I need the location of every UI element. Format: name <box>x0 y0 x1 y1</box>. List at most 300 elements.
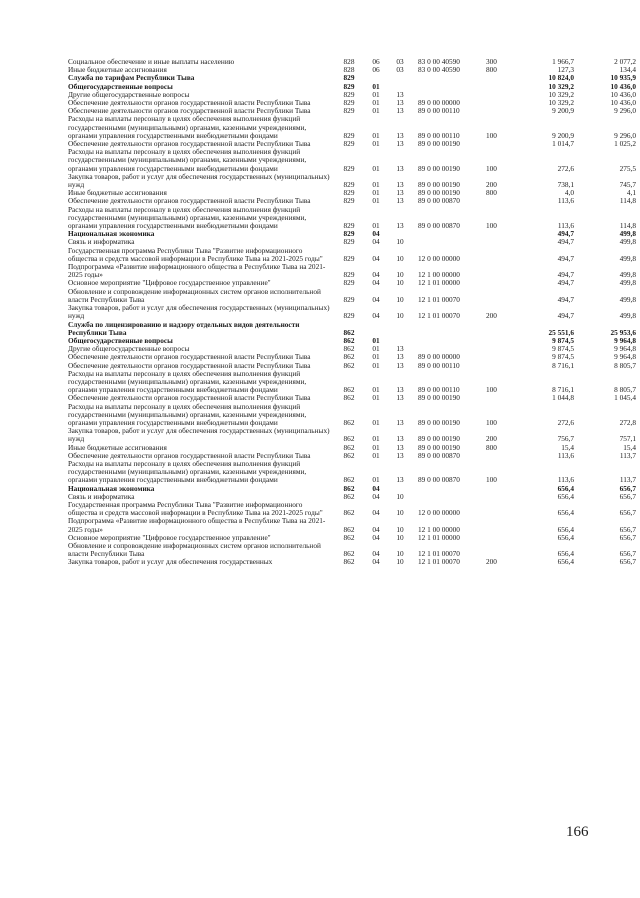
section-code: 01 <box>372 475 380 485</box>
admin-code: 862 <box>343 483 355 493</box>
admin-code: 862 <box>343 335 355 345</box>
subsection-code: 13 <box>396 98 404 108</box>
amount-year-2: 9 964,8 <box>614 352 636 362</box>
amount-year-1: 8 716,1 <box>552 385 574 395</box>
target-article-code: 83 0 00 40590 <box>418 57 460 66</box>
subsection-code: 13 <box>396 163 404 173</box>
admin-code: 828 <box>343 65 355 75</box>
subsection-code: 03 <box>396 65 404 75</box>
amount-year-2: 745,7 <box>619 180 636 190</box>
admin-code: 829 <box>343 294 355 304</box>
expense-type-code <box>486 394 512 402</box>
target-article-code: 89 0 00 00190 <box>418 434 460 444</box>
section-code: 01 <box>372 417 380 427</box>
amount-year-2: 757,1 <box>619 434 636 444</box>
row-name: Государственная программа Республики Тыва "Развитие информационного общества и средств массовой информации в Республике Тыва на 2021-2025 годы" <box>68 499 323 518</box>
target-article-code <box>412 321 486 337</box>
target-article-code <box>412 485 486 493</box>
amount-year-2: 9 964,8 <box>614 344 636 354</box>
amount-year-1: 656,4 <box>557 491 574 501</box>
amount-year-1: 656,4 <box>557 549 574 559</box>
section-code: 01 <box>372 196 380 206</box>
admin-code: 829 <box>343 81 355 91</box>
section-code: 01 <box>372 385 380 395</box>
table-row <box>68 115 636 140</box>
admin-code: 829 <box>343 188 355 198</box>
expense-type-code: 100 <box>486 475 497 485</box>
subsection-code: 13 <box>396 450 404 460</box>
subsection-code: 10 <box>396 557 404 567</box>
table-row <box>68 460 636 485</box>
admin-code: 862 <box>343 549 355 559</box>
admin-code: 829 <box>343 237 355 247</box>
subsection-code: 13 <box>396 434 404 444</box>
subsection-code: 13 <box>396 89 404 99</box>
page-number: 166 <box>566 824 589 840</box>
section-code: 04 <box>372 294 380 304</box>
table-row <box>68 517 636 533</box>
expense-type-code <box>486 99 512 107</box>
subsection-code: 13 <box>396 130 404 140</box>
amount-year-2: 8 805,7 <box>614 360 636 370</box>
amount-year-1: 9 200,9 <box>552 130 574 140</box>
amount-year-2: 1 045,4 <box>614 393 636 403</box>
amount-year-1: 113,6 <box>557 450 574 460</box>
row-name: Национальная экономика <box>68 229 155 239</box>
expense-type-code <box>486 288 512 304</box>
amount-year-2: 10 436,0 <box>610 98 636 108</box>
row-name: Обеспечение деятельности органов государственной власти Республики Тыва <box>68 98 311 108</box>
section-code: 01 <box>372 81 380 91</box>
amount-year-1: 756,7 <box>557 434 574 444</box>
section-code: 01 <box>372 163 380 173</box>
amount-year-2: 10 436,0 <box>610 81 636 91</box>
row-name: Иные бюджетные ассигнования <box>68 65 167 75</box>
target-article-code <box>412 230 486 238</box>
expense-type-code: 100 <box>486 163 497 173</box>
amount-year-2: 656,7 <box>619 483 636 493</box>
row-name: Обеспечение деятельности органов государственной власти Республики Тыва <box>68 106 311 116</box>
admin-code: 829 <box>343 221 355 231</box>
amount-year-1: 113,6 <box>557 475 574 485</box>
section-code: 01 <box>372 344 380 354</box>
section-code: 04 <box>372 508 380 518</box>
admin-code: 829 <box>343 270 355 280</box>
subsection-code: 13 <box>396 385 404 395</box>
target-article-code: 89 0 00 00110 <box>418 385 460 395</box>
amount-year-1: 10 329,2 <box>548 89 574 99</box>
expense-type-code <box>486 362 512 370</box>
section-code: 04 <box>372 278 380 288</box>
amount-year-2: 8 805,7 <box>614 385 636 395</box>
admin-code: 862 <box>343 352 355 362</box>
admin-code: 829 <box>343 73 355 83</box>
admin-code: 828 <box>343 57 355 66</box>
section-code: 06 <box>372 65 380 75</box>
section-code: 04 <box>372 532 380 542</box>
expense-type-code <box>486 91 512 99</box>
amount-year-2: 656,7 <box>619 557 636 567</box>
admin-code: 829 <box>343 89 355 99</box>
amount-year-1: 9 874,5 <box>552 335 574 345</box>
section-code: 01 <box>372 434 380 444</box>
target-article-code: 89 0 00 00190 <box>418 442 460 452</box>
section-code: 01 <box>372 335 380 345</box>
amount-year-1: 494,7 <box>557 294 574 304</box>
target-article-code: 12 1 00 00000 <box>418 270 460 280</box>
expense-type-code: 800 <box>486 442 497 452</box>
admin-code: 862 <box>343 344 355 354</box>
row-name: Закупка товаров, работ и услуг для обеспечения государственных (муниципальных) нужд <box>68 171 330 190</box>
section-code: 01 <box>372 360 380 370</box>
expense-type-code <box>486 230 512 238</box>
target-article-code: 89 0 00 00110 <box>418 130 460 140</box>
target-article-code: 89 0 00 00190 <box>418 393 460 403</box>
table-row <box>68 321 636 337</box>
amount-year-2: 499,8 <box>619 229 636 239</box>
amount-year-2: 10 935,9 <box>610 73 636 83</box>
expense-type-code <box>486 197 512 205</box>
expense-type-code <box>486 534 512 542</box>
row-name: Подпрограмма «Развитие информационного общества в Республике Тыва на 2021-2025 годы» <box>68 516 326 534</box>
subsection-code: 13 <box>396 196 404 206</box>
section-code: 01 <box>372 130 380 140</box>
amount-year-1: 9 874,5 <box>552 352 574 362</box>
amount-year-1: 1 014,7 <box>552 139 574 149</box>
table-row <box>68 288 636 304</box>
amount-year-1: 113,6 <box>557 221 574 231</box>
section-code: 04 <box>372 549 380 559</box>
section-code: 01 <box>372 139 380 149</box>
section-code: 04 <box>372 229 380 239</box>
amount-year-1: 4,0 <box>564 188 574 198</box>
amount-year-1: 494,7 <box>557 278 574 288</box>
subsection-code: 10 <box>396 311 404 321</box>
row-name: Расходы на выплаты персоналу в целях обеспечения выполнения функций государственными (муниципальными) органами, казенными учреждениями, органами управления государственными внебюджетными фондами <box>68 147 307 173</box>
expense-type-code <box>486 517 512 533</box>
table-row <box>68 403 636 428</box>
subsection-code: 13 <box>396 139 404 149</box>
row-name: Другие общегосударственные вопросы <box>68 344 190 354</box>
section-code: 04 <box>372 483 380 493</box>
subsection-code: 10 <box>396 491 404 501</box>
expense-type-code: 100 <box>486 130 497 140</box>
row-name: Обеспечение деятельности органов государственной власти Республики Тыва <box>68 196 311 206</box>
section-code: 01 <box>372 442 380 452</box>
row-name: Обеспечение деятельности органов государственной власти Республики Тыва <box>68 139 311 149</box>
budget-table <box>68 58 636 567</box>
row-name: Расходы на выплаты персоналу в целях обеспечения выполнения функций государственными (муниципальными) органами, казенными учреждениями, органами управления государственными внебюджетными фондами <box>68 458 307 485</box>
subsection-code: 13 <box>396 221 404 231</box>
expense-type-code: 200 <box>486 311 497 321</box>
expense-type-code: 100 <box>486 417 497 427</box>
section-code: 01 <box>372 393 380 403</box>
subsection-code: 10 <box>396 532 404 542</box>
expense-type-code <box>486 74 512 82</box>
amount-year-1: 494,7 <box>557 229 574 239</box>
expense-type-code: 200 <box>486 180 497 190</box>
subsection-code: 10 <box>396 294 404 304</box>
row-name: Иные бюджетные ассигнования <box>68 188 167 198</box>
amount-year-2: 656,7 <box>619 532 636 542</box>
amount-year-2: 113,7 <box>619 475 636 485</box>
section-code: 01 <box>372 89 380 99</box>
amount-year-2: 656,7 <box>619 508 636 518</box>
row-name: Закупка товаров, работ и услуг для обеспечения государственных (муниципальных) нужд <box>68 426 330 444</box>
row-name: Основное мероприятие "Цифровое государственное управление" <box>68 532 271 542</box>
amount-year-1: 1 044,8 <box>552 393 574 403</box>
target-article-code <box>412 337 486 345</box>
amount-year-2: 499,8 <box>619 278 636 288</box>
amount-year-1: 10 329,2 <box>548 81 574 91</box>
admin-code: 829 <box>343 180 355 190</box>
amount-year-2: 499,8 <box>619 237 636 247</box>
amount-year-1: 656,4 <box>557 532 574 542</box>
amount-year-2: 499,8 <box>619 270 636 280</box>
target-article-code: 89 0 00 00190 <box>418 417 460 427</box>
target-article-code: 12 0 00 00000 <box>418 508 460 518</box>
target-article-code: 89 0 00 00190 <box>418 139 460 149</box>
expense-type-code: 100 <box>486 221 497 231</box>
subsection-code: 10 <box>396 270 404 280</box>
admin-code: 862 <box>343 385 355 395</box>
row-name: Обеспечение деятельности органов государственной власти Республики Тыва <box>68 450 311 460</box>
subsection-code: 10 <box>396 524 404 534</box>
admin-code: 829 <box>343 253 355 263</box>
row-name: Подпрограмма «Развитие информационного общества в Республике Тыва на 2021-2025 годы» <box>68 262 326 280</box>
target-article-code: 89 0 00 00190 <box>418 163 460 173</box>
expense-type-code <box>486 452 512 460</box>
amount-year-2: 4,1 <box>626 188 636 198</box>
admin-code: 862 <box>343 327 355 337</box>
expense-type-code <box>486 263 512 279</box>
admin-code: 829 <box>343 163 355 173</box>
subsection-code: 13 <box>396 180 404 190</box>
admin-code: 862 <box>343 475 355 485</box>
subsection-code: 10 <box>396 253 404 263</box>
amount-year-1: 494,7 <box>557 237 574 247</box>
table-row <box>68 501 636 517</box>
row-name: Обеспечение деятельности органов государственной власти Республики Тыва <box>68 360 311 370</box>
amount-year-1: 10 329,2 <box>548 98 574 108</box>
row-name: Обеспечение деятельности органов государственной власти Республики Тыва <box>68 393 311 403</box>
target-article-code: 83 0 00 40590 <box>418 65 460 75</box>
amount-year-2: 272,8 <box>619 417 636 427</box>
expense-type-code: 200 <box>486 434 497 444</box>
section-code <box>364 321 388 337</box>
target-article-code: 89 0 00 00000 <box>418 98 460 108</box>
amount-year-2: 656,7 <box>619 491 636 501</box>
row-name: Связь и информатика <box>68 237 135 247</box>
admin-code: 862 <box>343 508 355 518</box>
target-article-code <box>412 493 486 501</box>
target-article-code <box>412 74 486 82</box>
row-name: Расходы на выплаты персоналу в целях обеспечения выполнения функций государственными (муниципальными) органами, казенными учреждениями, органами управления государственными внебюджетными фондами <box>68 204 307 231</box>
table-row <box>68 427 636 443</box>
amount-year-1: 656,4 <box>557 508 574 518</box>
row-name: Иные бюджетные ассигнования <box>68 442 167 452</box>
target-article-code: 12 1 01 00070 <box>418 557 460 567</box>
expense-type-code <box>486 501 512 517</box>
expense-type-code <box>486 247 512 263</box>
amount-year-2: 2 077,2 <box>614 57 636 66</box>
subsection-code: 13 <box>396 352 404 362</box>
section-code: 01 <box>372 98 380 108</box>
amount-year-2: 656,7 <box>619 549 636 559</box>
admin-code: 829 <box>343 130 355 140</box>
expense-type-code <box>486 279 512 287</box>
amount-year-1: 272,6 <box>557 417 574 427</box>
admin-code: 862 <box>343 442 355 452</box>
subsection-code: 13 <box>396 360 404 370</box>
target-article-code: 89 0 00 00110 <box>418 106 460 116</box>
section-code: 04 <box>372 311 380 321</box>
target-article-code <box>412 238 486 246</box>
section-code: 04 <box>372 524 380 534</box>
table-row <box>68 173 636 189</box>
admin-code: 862 <box>343 434 355 444</box>
target-article-code: 89 0 00 00870 <box>418 221 460 231</box>
row-name: Государственная программа Республики Тыва "Развитие информационного общества и средств массовой информации в Республике Тыва на 2021-2025 годы" <box>68 245 323 263</box>
amount-year-1: 8 716,1 <box>552 360 574 370</box>
row-name: Общегосударственные вопросы <box>68 335 173 345</box>
amount-year-1: 9 200,9 <box>552 106 574 116</box>
expense-type-code <box>486 83 512 91</box>
target-article-code: 12 1 01 00000 <box>418 532 460 542</box>
amount-year-2: 275,5 <box>619 163 636 173</box>
expense-type-code <box>486 345 512 353</box>
section-code: 04 <box>372 253 380 263</box>
row-name: Служба по лицензированию и надзору отдельных видов деятельности Республики Тыва <box>68 319 300 337</box>
admin-code: 862 <box>343 417 355 427</box>
subsection-code: 13 <box>396 344 404 354</box>
amount-year-2: 499,8 <box>619 294 636 304</box>
table-row <box>68 206 636 231</box>
table-row <box>68 370 636 395</box>
amount-year-1: 656,4 <box>557 557 574 567</box>
target-article-code: 89 0 00 00000 <box>418 352 460 362</box>
section-code: 01 <box>372 106 380 116</box>
expense-type-code: 300 <box>486 57 497 66</box>
subsection-code <box>388 321 412 337</box>
expense-type-code <box>486 107 512 115</box>
subsection-code: 10 <box>396 278 404 288</box>
table-row <box>68 542 636 558</box>
admin-code: 862 <box>343 450 355 460</box>
amount-year-2: 1 025,2 <box>614 139 636 149</box>
row-name: Связь и информатика <box>68 491 135 501</box>
expense-type-code <box>486 542 512 558</box>
subsection-code: 13 <box>396 393 404 403</box>
row-name: Служба по тарифам Республики Тыва <box>68 73 195 83</box>
target-article-code: 89 0 00 00870 <box>418 475 460 485</box>
amount-year-1: 9 874,5 <box>552 344 574 354</box>
target-article-code: 89 0 00 00110 <box>418 360 460 370</box>
admin-code: 862 <box>343 393 355 403</box>
row-name: Расходы на выплаты персоналу в целях обеспечения выполнения функций государственными (муниципальными) органами, казенными учреждениями, органами управления государственными внебюджетными фондами <box>68 114 307 140</box>
subsection-code: 10 <box>396 508 404 518</box>
expense-type-code: 800 <box>486 188 497 198</box>
amount-year-1: 738,1 <box>557 180 574 190</box>
row-name: Общегосударственные вопросы <box>68 81 173 91</box>
subsection-code: 03 <box>396 57 404 66</box>
subsection-code: 13 <box>396 475 404 485</box>
amount-year-1: 656,4 <box>557 524 574 534</box>
subsection-code: 13 <box>396 188 404 198</box>
admin-code: 829 <box>343 278 355 288</box>
budget-table-body <box>68 58 636 567</box>
admin-code: 862 <box>343 524 355 534</box>
subsection-code: 13 <box>396 106 404 116</box>
row-name: Другие общегосударственные вопросы <box>68 89 190 99</box>
amount-year-2: 9 296,0 <box>614 106 636 116</box>
row-name: Расходы на выплаты персоналу в целях обеспечения выполнения функций государственными (муниципальными) органами, казенными учреждениями, органами управления государственными внебюджетными фондами <box>68 401 307 427</box>
amount-year-1: 127,3 <box>557 65 574 75</box>
target-article-code: 12 1 01 00000 <box>418 278 460 288</box>
amount-year-1: 494,7 <box>557 270 574 280</box>
row-name: Обновление и сопровождение информационных систем органов исполнительной власти Республики Тыва <box>68 286 321 304</box>
section-code: 01 <box>372 180 380 190</box>
amount-year-2: 134,4 <box>619 65 636 75</box>
section-code: 01 <box>372 221 380 231</box>
subsection-code <box>388 74 412 82</box>
expense-type-code <box>486 140 512 148</box>
expense-type-code <box>486 353 512 361</box>
admin-code: 829 <box>343 139 355 149</box>
row-name: Закупка товаров, работ и услуг для обеспечения государственных (муниципальных) нужд <box>68 303 330 321</box>
target-article-code <box>412 83 486 91</box>
table-row <box>68 304 636 320</box>
row-name: Социальное обеспечение и иные выплаты населению <box>68 57 235 66</box>
expense-type-code <box>486 493 512 501</box>
admin-code: 829 <box>343 229 355 239</box>
expense-type-code <box>486 238 512 246</box>
subsection-code: 13 <box>396 417 404 427</box>
admin-code: 862 <box>343 532 355 542</box>
target-article-code: 12 1 01 00070 <box>418 294 460 304</box>
admin-code: 829 <box>343 311 355 321</box>
target-article-code: 12 1 01 00070 <box>418 311 460 321</box>
table-row <box>68 558 636 566</box>
section-code: 04 <box>372 270 380 280</box>
amount-year-1: 25 551,6 <box>548 327 574 337</box>
row-name: Расходы на выплаты персоналу в целях обеспечения выполнения функций государственными (муниципальными) органами, казенными учреждениями, органами управления государственными внебюджетными фондами <box>68 368 307 395</box>
target-article-code: 89 0 00 00870 <box>418 196 460 206</box>
subsection-code: 13 <box>396 442 404 452</box>
expense-type-code: 100 <box>486 385 497 395</box>
target-article-code: 12 0 00 00000 <box>418 253 460 263</box>
target-article-code: 12 1 01 00070 <box>418 549 460 559</box>
row-name: Основное мероприятие "Цифровое государственное управление" <box>68 278 271 288</box>
section-code: 04 <box>372 237 380 247</box>
expense-type-code: 800 <box>486 65 497 75</box>
amount-year-1: 1 966,7 <box>552 57 574 66</box>
amount-year-2: 499,8 <box>619 253 636 263</box>
amount-year-2: 113,7 <box>619 450 636 460</box>
amount-year-2: 10 436,0 <box>610 89 636 99</box>
amount-year-2: 114,8 <box>619 221 636 231</box>
expense-type-code <box>486 337 512 345</box>
admin-code: 829 <box>343 98 355 108</box>
admin-code: 862 <box>343 557 355 567</box>
section-code: 04 <box>372 491 380 501</box>
amount-year-2: 25 953,6 <box>610 327 636 337</box>
target-article-code: 89 0 00 00870 <box>418 450 460 460</box>
subsection-code: 10 <box>396 237 404 247</box>
row-name: Обновление и сопровождение информационных систем органов исполнительной власти Республики Тыва <box>68 540 321 559</box>
amount-year-2: 656,7 <box>619 524 636 534</box>
table-row <box>68 148 636 173</box>
